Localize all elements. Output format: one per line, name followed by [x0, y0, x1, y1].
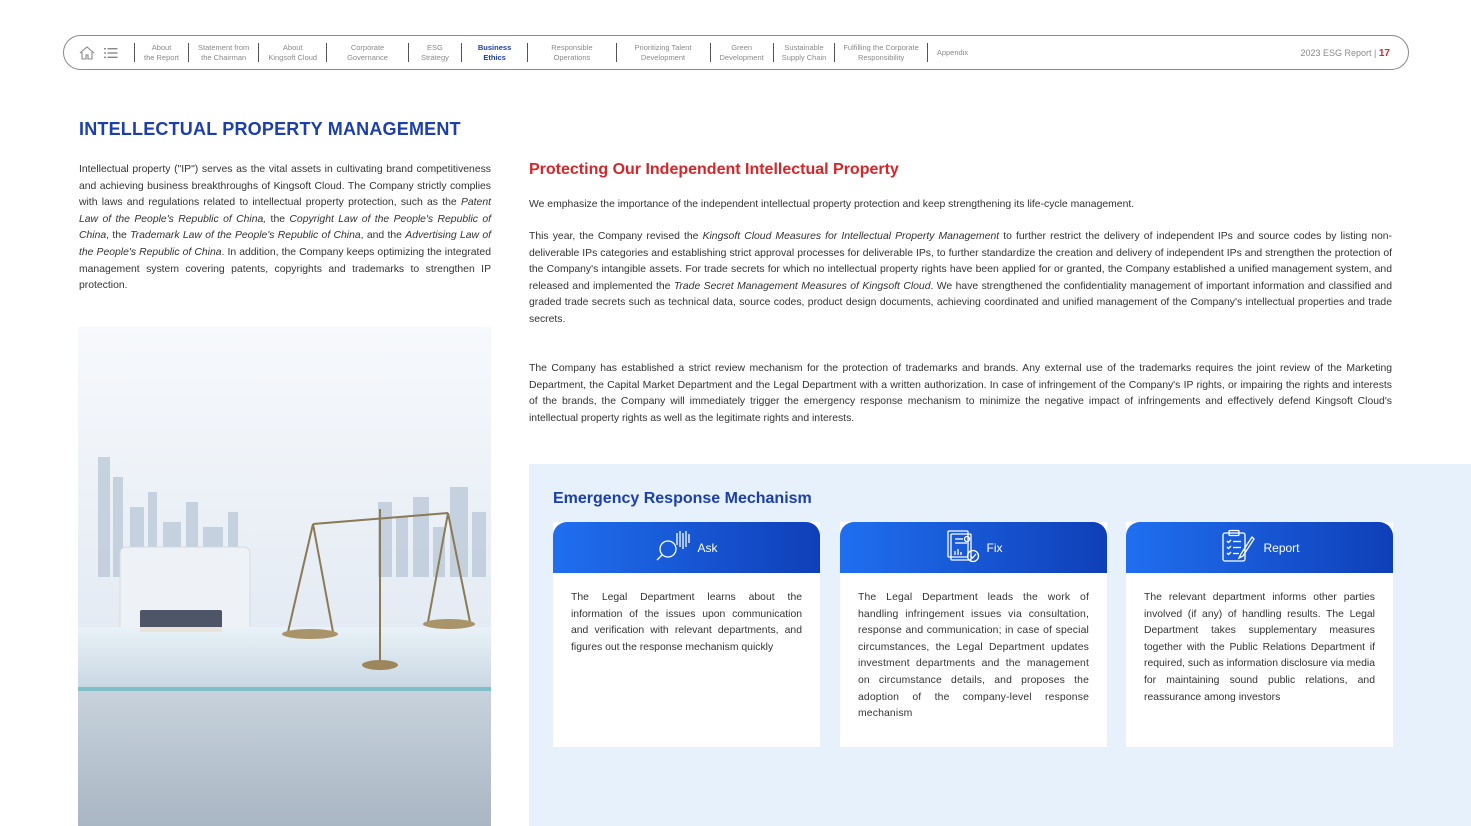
- emergency-response-panel: [529, 464, 1471, 826]
- office-scales-photo: [78, 327, 491, 826]
- document-chart-check-icon: [945, 529, 981, 566]
- nav-corporate-responsibility[interactable]: Fulfilling the Corporate Responsibility: [834, 43, 926, 62]
- card-report-label: Report: [1263, 540, 1300, 555]
- nav-esg-strategy[interactable]: ESG Strategy: [408, 43, 461, 62]
- intro-text-5: . In addition, the Company keeps optimizing the integrated management system covering patents, copyrights and trademarks to strengthen IP protection.: [79, 246, 491, 292]
- intro-law-advertising: Advertising Law of the People's Republic of China: [79, 230, 492, 258]
- p2-text-a: This year, the Company revised the: [529, 231, 703, 242]
- card-report-text: The relevant department informs other parties involved (if any) of handling results. The Legal Department takes supplementary measures together with the Public Relations Department if required, such as information disclosure via media for maintaining sound public relations, and reassurance among investors: [1144, 592, 1376, 703]
- page-separator: |: [1374, 48, 1377, 58]
- page-number: 17: [1378, 48, 1390, 59]
- intro-text-3: , the: [106, 230, 131, 242]
- report-label: 2023 ESG Report: [1300, 48, 1372, 58]
- p2-text-c: . We have strengthened the confidentiality management of important information and classified and graded trade secrets such as technical data, source codes, product design documents, achieving coordinated and unified management of the Company's intellectual properties and trade secrets.: [529, 280, 1392, 325]
- nav-green-development[interactable]: Green Development: [710, 43, 773, 62]
- intro-law-trademark: Trademark Law of the People's Republic of China: [130, 230, 361, 242]
- clipboard-checklist-icon: [1219, 529, 1257, 566]
- nav-corporate-governance[interactable]: Corporate Governance: [326, 43, 408, 62]
- intro-paragraph: [79, 162, 491, 295]
- intro-text-4: , and the: [360, 230, 406, 242]
- intro-law-patent: Patent Law of the People's Republic of China,: [79, 197, 491, 225]
- magnifier-search-icon: [655, 529, 691, 566]
- nav-business-ethics[interactable]: Business Ethics: [461, 43, 527, 62]
- menu-icon[interactable]: [104, 47, 118, 59]
- section-paragraph-3: The Company has established a strict review mechanism for the protection of trademarks and brands. Any external use of the trademarks requires the joint review of the Marketing Department, the Capital Market Department and the Legal Department with a written authorization. In case of infringement of the Company's IP rights, or impairing the rights and interests of the brands, the Company will immediately trigger the emergency response mechanism to minimize the negative impact of infringements and effectively defend Kingsoft Cloud's intellectual property rights as well as the legitimate rights and interests.: [529, 363, 1392, 424]
- card-fix: [840, 522, 1107, 747]
- intro-text-1: Intellectual property ("IP") serves as the vital assets in cultivating brand competitiveness and achieving business breakthroughs of Kingsoft Cloud. The Company strictly complies with laws and regulations related to intellectual property protection, such as the: [79, 164, 491, 209]
- home-icon[interactable]: [78, 45, 96, 61]
- page-title: INTELLECTUAL PROPERTY MANAGEMENT: [79, 119, 461, 139]
- card-ask: [553, 522, 820, 747]
- p2-text-b: to further restrict the delivery of independent IPs and source codes by listing non-deliverable IPs categories and establishing strict approval processes for deliverable IPs, to further standardize the creation and delivery of independent IPs and strengthen the protection of the Company's intangible assets. For trade secrets for which no intellectual property rights have been applied for or granted, the Company established a unified management system, and released and implemented the: [529, 231, 1392, 292]
- card-fix-header: [840, 522, 1107, 573]
- card-ask-label: Ask: [697, 540, 718, 555]
- report-page-indicator: [1300, 48, 1390, 59]
- nav-statement-chairman[interactable]: Statement from the Chairman: [188, 43, 258, 62]
- nav-about-kingsoft[interactable]: About Kingsoft Cloud: [258, 43, 326, 62]
- card-report-header: [1126, 522, 1393, 573]
- card-fix-text: The Legal Department leads the work of handling infringement issues via consultation, response and communication; in case of special circumstances, the Legal Department updates investment departments and the management on circumstance details, and proposes the adoption of the company-level response mechanism: [858, 592, 1089, 720]
- section-paragraph-2: [529, 229, 1392, 329]
- nav-sustainable-supply-chain[interactable]: Sustainable Supply Chain: [773, 43, 835, 62]
- card-fix-label: Fix: [986, 540, 1003, 555]
- nav-prioritizing-talent[interactable]: Prioritizing Talent Development: [616, 43, 710, 62]
- nav-responsible-operations[interactable]: Responsible Operations: [527, 43, 615, 62]
- card-report: [1126, 522, 1393, 747]
- card-ask-text: The Legal Department learns about the information of the issues upon communication and verification with relevant departments, and figures out the response mechanism quickly: [571, 592, 802, 653]
- p2-doc-ip-measures: Kingsoft Cloud Measures for Intellectual Property Management: [702, 231, 1000, 242]
- nav-about-report[interactable]: About the Report: [134, 43, 188, 62]
- nav-appendix[interactable]: Appendix: [927, 43, 977, 62]
- intro-text-2: the: [266, 213, 290, 225]
- emergency-title: Emergency Response Mechanism: [553, 490, 812, 507]
- card-ask-header: [553, 522, 820, 573]
- intro-law-copyright: Copyright Law of the People's Republic of China: [79, 213, 492, 242]
- section-title: Protecting Our Independent Intellectual Property: [529, 161, 899, 178]
- p2-doc-trade-secret: Trade Secret Management Measures of Kingsoft Cloud: [673, 280, 931, 292]
- nav-icon-group: [78, 45, 118, 61]
- top-navigation: [63, 35, 1409, 70]
- section-paragraph-1: We emphasize the importance of the independent intellectual property protection and keep strengthening its life-cycle management.: [529, 199, 1135, 210]
